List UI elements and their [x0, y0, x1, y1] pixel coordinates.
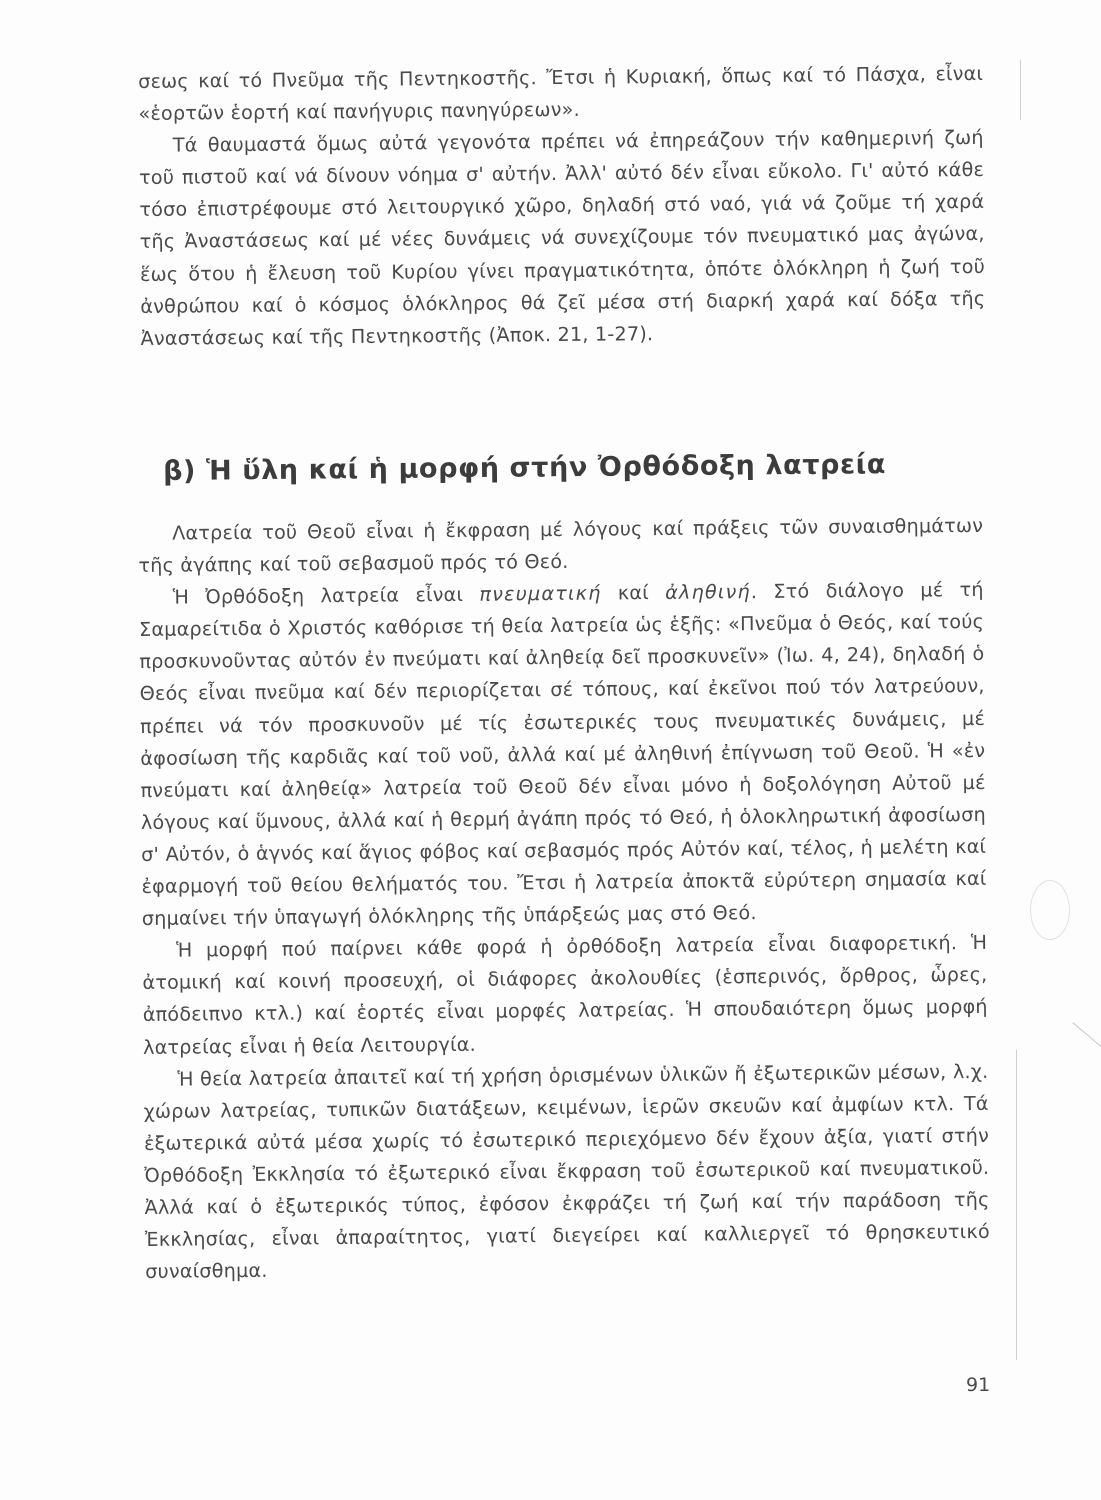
scan-mark: [1072, 1022, 1101, 1048]
paragraph-spiritual-worship-start: Ἡ Ὀρθόδοξη λατρεία εἶναι: [172, 582, 480, 609]
paragraph-forms-of-worship: Ἡ μορφή πού παίρνει κάθε φορά ἡ ὀρθόδοξη λατρεία εἶναι διαφορετική. Ἡ ἀτομική καί κοινή προσευχή, οἱ διάφορες ἀκολουθίες (ἑσπερινός, ὄρθρος, ὧρες, ἀπόδειπνο κτλ.) καί ἑορτές εἶναι μορφές λατρείας. Ἡ σπουδαιότερη ὅμως μορφή λατρείας εἶναι ἡ θεία Λειτουργία.: [142, 931, 988, 1059]
section-heading: β) Ἡ ὕλη καί ἡ μορφή στήν Ὀρθόδοξη λατρεία: [163, 449, 887, 487]
paragraph-spiritual-worship-rest: . Στό διάλογο μέ τή Σαμαρείτιδα ὁ Χριστός καθόρισε τή θεία λατρεία ὡς ἑξῆς: «Πνεῦμα ὁ Θεός, καί τούς προσκυνοῦντας αὐτόν ἐν πνεύματι καί ἀληθείᾳ δεῖ προσκυνεῖν» (Ἰω. 4, 24), δηλαδή ὁ Θεός εἶναι πνεῦμα καί δέν περιορίζεται σέ τόπους, καί ἐκεῖνοι πού τόν λατρεύουν, πρέπει νά τόν προσκυνοῦν μέ τίς ἐσωτερικές τους πνευματικές δυνάμεις, μέ ἀφοσίωση τῆς καρδιᾶς καί τοῦ νοῦ, ἀλλά καί μέ ἀληθινή ἐπίγνωση τοῦ Θεοῦ. Ἡ «ἐν πνεύματι καί ἀληθείᾳ» λατρεία τοῦ Θεοῦ δέν εἶναι μόνο ἡ δοξολόγηση Αὐτοῦ μέ λόγους καί ὕμνους, ἀλλά καί ἡ θερμή ἀγάπη πρός τό Θεό, ἡ ὁλοκληρωτική ἀφοσίωση σ' Αὐτόν, ὁ ἁγνός καί ἅγιος φόβος καί σεβασμός πρός Αὐτόν καί, τέλος, ἡ μελέτη καί ἐφαρμογή τοῦ θείου θελήματός του. Ἔτσι ἡ λατρεία ἀποκτᾶ εὐρύτερη σημασία καί σημαίνει τήν ὑπαγωγή ὁλόκληρης τῆς ὑπάρξεώς μας στό Θεό.: [138, 578, 987, 931]
page-number: 91: [966, 1374, 991, 1396]
paragraph-continuation: σεως καί τό Πνεῦμα τῆς Πεντηκοστῆς. Ἔτσι ἡ Κυριακή, ὅπως καί τό Πάσχα, εἶναι «ἑορτῶν ἑορτή καί πανήγυρις πανηγύρεων».: [138, 61, 984, 126]
emphasis-spiritual: πνευματική: [479, 581, 602, 606]
paragraph-spiritual-worship: [139, 574, 987, 935]
paragraph-spiritual-worship-and: καί: [601, 581, 666, 605]
scan-edge-line: [1020, 60, 1021, 120]
scan-mark: [1030, 880, 1070, 940]
paragraph-definition: Λατρεία τοῦ Θεοῦ εἶναι ἡ ἔκφραση μέ λόγους καί πράξεις τῶν συναισθημάτων τῆς ἀγάπης καί τοῦ σεβασμοῦ πρός τό Θεό.: [138, 513, 984, 578]
text-block-top: [138, 58, 986, 355]
emphasis-true: ἀληθινή: [665, 580, 751, 605]
paragraph-daily-life: Τά θαυμαστά ὅμως αὐτά γεγονότα πρέπει νά ἐπηρεάζουν τήν καθημερινή ζωή τοῦ πιστοῦ καί νά δίνουν νόημα σ' αὐτήν. Ἀλλ' αὐτό δέν εἶναι εὔκολο. Γι' αὐτό κάθε τόσο ἐπιστρέφουμε στό λειτουργικό χῶρο, δηλαδή στό ναό, γιά νά ζοῦμε τή χαρά τῆς Ἀναστάσεως καί μέ νέες δυνάμεις νά συνεχίζουμε τόν πνευματικό μας ἀγώνα, ἕως ὅτου ἡ ἔλευση τοῦ Κυρίου γίνει πραγματικότητα, ὁπότε ὁλόκληρη ἡ ζωή τοῦ ἀνθρώπου καί ὁ κόσμος ὁλόκληρος θά ζεῖ μέσα στή διαρκή χαρά καί δόξα τῆς Ἀναστάσεως καί τῆς Πεντηκοστῆς (Ἀποκ. 21, 1-27).: [138, 126, 986, 350]
text-block-bottom: [138, 510, 990, 1288]
paragraph-material-means: Ἡ θεία λατρεία ἀπαιτεῖ καί τή χρήση ὁρισμένων ὑλικῶν ἤ ἐξωτερικῶν μέσων, λ.χ. χώρων λατρείας, τυπικῶν διατάξεων, κειμένων, ἱερῶν σκευῶν καί ἀμφίων κτλ. Τά ἐξωτερικά αὐτά μέσα χωρίς τό ἐσωτερικό περιεχόμενο δέν ἔχουν ἀξία, γιατί στήν Ὀρθόδοξη Ἐκκλησία τό ἐξωτερικό εἶναι ἔκφραση τοῦ ἐσωτερικοῦ καί πνευματικοῦ. Ἀλλά καί ὁ ἐξωτερικός τύπος, ἐφόσον ἐκφράζει τή ζωή καί τήν παράδοση τῆς Ἐκκλησίας, εἶναι ἀπαραίτητος, γιατί διεγείρει καί καλλιεργεῖ τό θρησκευτικό συναίσθημα.: [143, 1059, 990, 1284]
scan-edge-line: [1016, 1050, 1017, 1360]
